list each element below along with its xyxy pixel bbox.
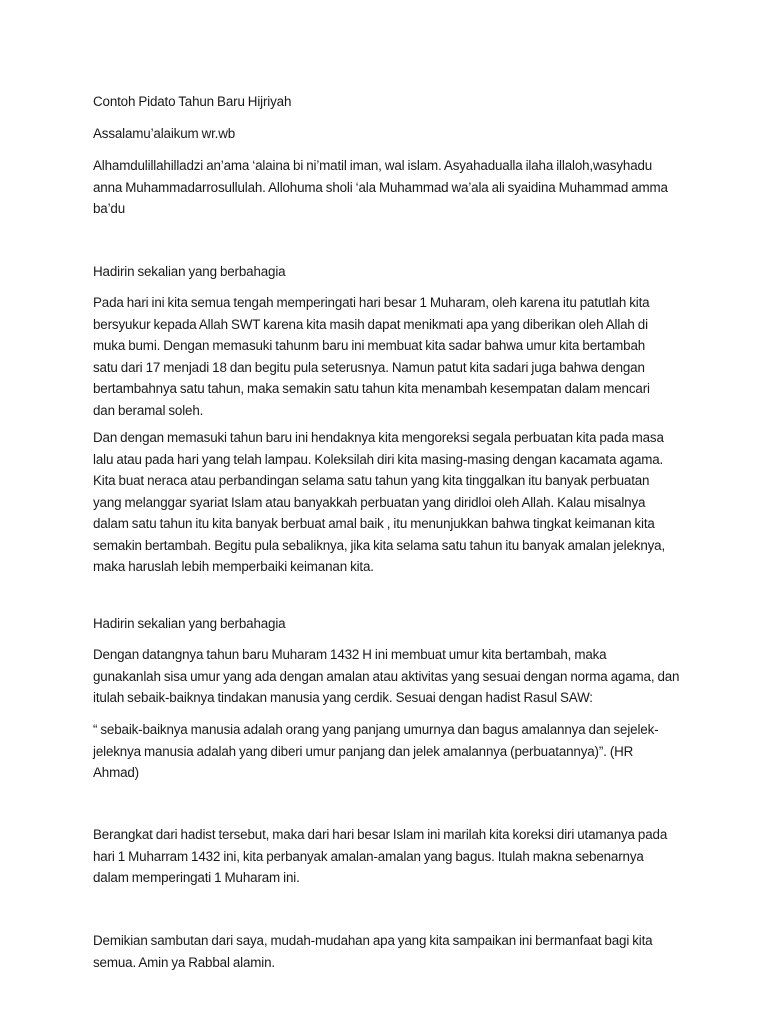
title-text: Contoh Pidato Tahun Baru Hijriyah: [93, 94, 292, 109]
heading-text: Hadirin sekalian yang berbahagia: [93, 264, 286, 279]
section-heading-2: [93, 613, 693, 635]
document-title: [93, 91, 693, 113]
paragraph-line: satu dari 17 menjadi 18 dan begitu pula seterusnya. Namun patut kita sadari juga bahwa dengan: [93, 359, 645, 375]
quote-line: jeleknya manusia adalah yang diberi umur panjang dan jelek amalannya (perbuatannya)”. (HR: [93, 743, 634, 759]
paragraph-line: Alhamdulillahilladzi an’ama ‘alaina bi ni’matil iman, wal islam. Asyahadualla ilaha illaloh,wasyhadu: [93, 158, 653, 173]
paragraph-body-2: [93, 427, 693, 578]
paragraph-line: Berangkat dari hadist tersebut, maka dari hari besar Islam ini marilah kita koreksi diri utamanya pada: [93, 827, 668, 842]
paragraph-body-3: [93, 644, 693, 709]
paragraph-line: lalu atau pada hari yang telah lampau. Koleksilah diri kita masing-masing dengan kacamata agama.: [93, 451, 664, 467]
paragraph-line: anna Muhammadarrosullulah. Allohuma sholi ‘ala Muhammad wa’ala ali syaidina Muhammad amma: [93, 179, 668, 195]
paragraph-line: ba’du: [93, 201, 126, 216]
hadith-quote: [93, 719, 693, 784]
paragraph-line: bersyukur kepada Allah SWT karena kita masih dapat menikmati apa yang diberikan oleh Allah di: [93, 316, 648, 332]
paragraph-line: itulah sebaik-baiknya tindakan manusia yang cerdik. Sesuai dengan hadist Rasul SAW:: [93, 690, 593, 705]
paragraph-line: dalam memperingati 1 Muharam ini.: [93, 870, 300, 885]
paragraph-line: dan beramal soleh.: [93, 402, 204, 418]
paragraph-line: muka bumi. Dengan memasuki tahunm baru ini membuat kita sadar bahwa umur kita bertambah: [93, 338, 646, 353]
paragraph-line: bertambahnya satu tahun, maka semakin satu tahun kita menambah kesempatan dalam mencari: [93, 381, 650, 396]
paragraph-line: Kita buat neraca atau perbandingan selama satu tahun yang kita tinggalkan itu banyak perbuatan: [93, 473, 650, 488]
quote-line: Ahmad): [93, 765, 139, 780]
paragraph-line: maka haruslah lebih memperbaiki keimanan kita.: [93, 559, 374, 574]
quote-line: “ sebaik-baiknya manusia adalah orang yang panjang umurnya dan bagus amalannya dan sejelek-: [93, 722, 659, 737]
greeting-text: Assalamu’alaikum wr.wb: [93, 126, 236, 141]
paragraph-line: Demikian sambutan dari saya, mudah-mudahan apa yang kita sampaikan ini bermanfaat bagi kita: [93, 933, 653, 948]
heading-text: Hadirin sekalian yang berbahagia: [93, 616, 286, 631]
paragraph-body-1: [93, 292, 693, 421]
greeting: [93, 123, 693, 145]
paragraph-line: gunakanlah sisa umur yang ada dengan amalan atau aktivitas yang sesuai dengan norma agama, dan: [93, 668, 680, 684]
paragraph-closing: [93, 930, 693, 973]
paragraph-line: dalam satu tahun itu kita banyak berbuat amal baik , itu menunjukkan bahwa tingkat keimanan kita: [93, 516, 655, 531]
paragraph-line: yang melanggar syariat Islam atau banyakkah perbuatan yang diridloi oleh Allah. Kalau misalnya: [93, 494, 646, 510]
paragraph-body-4: [93, 824, 693, 889]
paragraph-line: Pada hari ini kita semua tengah memperingati hari besar 1 Muharam, oleh karena itu patutlah kita: [93, 295, 650, 310]
paragraph-line: hari 1 Muharram 1432 ini, kita perbanyak amalan-amalan yang bagus. Itulah makna sebenarnya: [93, 848, 644, 864]
paragraph-line: semakin bertambah. Begitu pula sebaliknya, jika kita selama satu tahun itu banyak amalan jeleknya,: [93, 537, 666, 553]
paragraph-opening: [93, 155, 693, 220]
paragraph-line: Dan dengan memasuki tahun baru ini hendaknya kita mengoreksi segala perbuatan kita pada masa: [93, 430, 664, 445]
paragraph-line: semua. Amin ya Rabbal alamin.: [93, 954, 275, 970]
section-heading-1: [93, 261, 693, 283]
paragraph-line: Dengan datangnya tahun baru Muharam 1432 H ini membuat umur kita bertambah, maka: [93, 647, 607, 662]
